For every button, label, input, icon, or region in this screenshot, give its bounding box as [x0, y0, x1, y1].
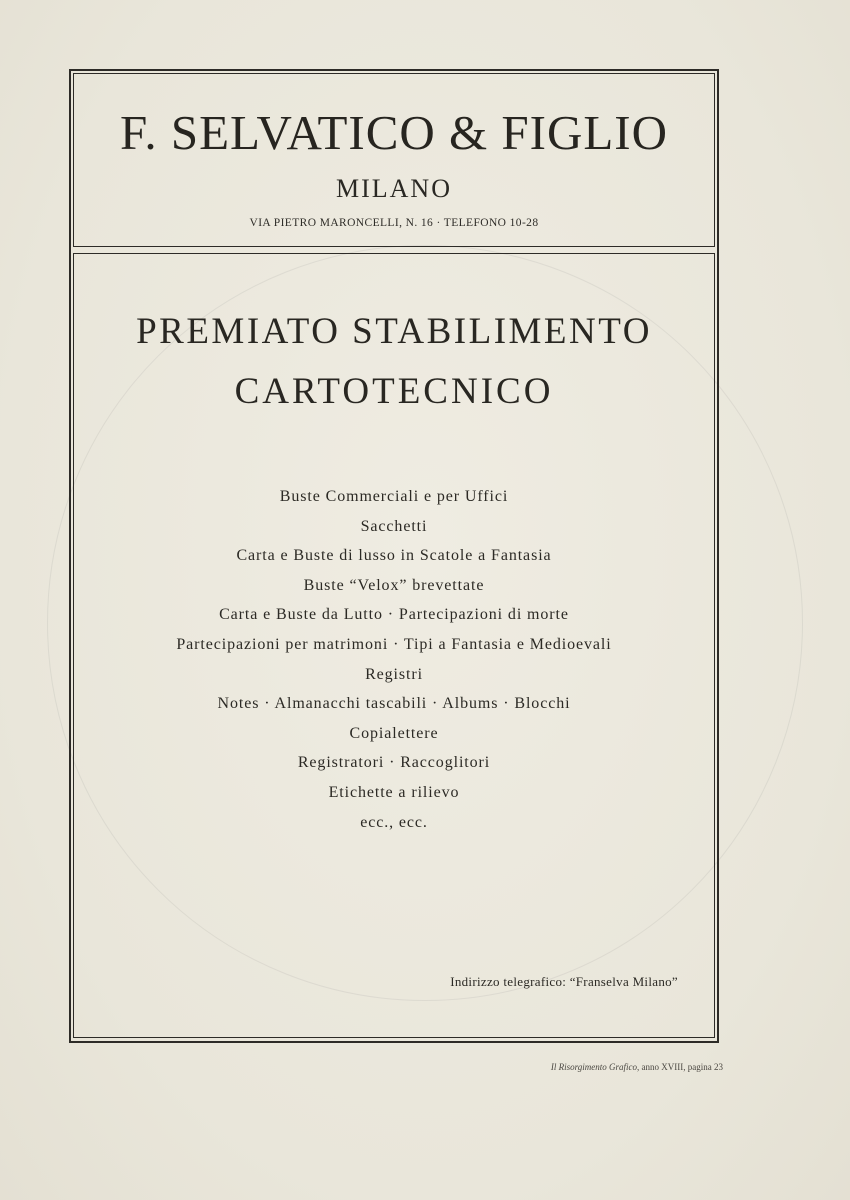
product-item: Carta e Buste da Lutto · Partecipazioni di morte: [219, 606, 569, 624]
headline-line-2: CARTOTECNICO: [234, 371, 554, 412]
product-item: Sacchetti: [360, 517, 428, 535]
product-list: [74, 482, 714, 837]
product-item: Partecipazioni per matrimoni · Tipi a Fantasia e Medioevali: [176, 635, 612, 653]
page-footer: [551, 1062, 723, 1072]
product-item: Etichette a rilievo: [328, 783, 460, 801]
product-item: Registri: [365, 665, 423, 683]
product-item: Buste Commerciali e per Uffici: [279, 488, 509, 505]
advertisement-body: [73, 253, 715, 1038]
headline-line-1: PREMIATO STABILIMENTO: [136, 311, 652, 352]
address-line: VIA PIETRO MARONCELLI, N. 16 · TELEFONO 10-28: [249, 217, 539, 229]
telegraph-address: Indirizzo telegrafico: “Franselva Milano”: [450, 974, 678, 989]
issue-info: , anno XVIII, pagina 23: [637, 1062, 723, 1072]
header-box: [73, 73, 715, 247]
product-item: Copialettere: [349, 724, 439, 742]
product-item: Buste “Velox” brevettate: [303, 576, 485, 594]
product-item: Notes · Almanacchi tascabili · Albums · Blocchi: [217, 695, 571, 713]
product-item: ecc., ecc.: [360, 813, 428, 831]
product-item: Carta e Buste di lusso in Scatole a Fantasia: [236, 547, 552, 565]
publication-name: Il Risorgimento Grafico: [550, 1062, 638, 1072]
company-name: F. SELVATICO & FIGLIO: [120, 105, 668, 160]
city-name: MILANO: [336, 174, 452, 203]
product-item: Registratori · Raccoglitori: [297, 754, 491, 772]
